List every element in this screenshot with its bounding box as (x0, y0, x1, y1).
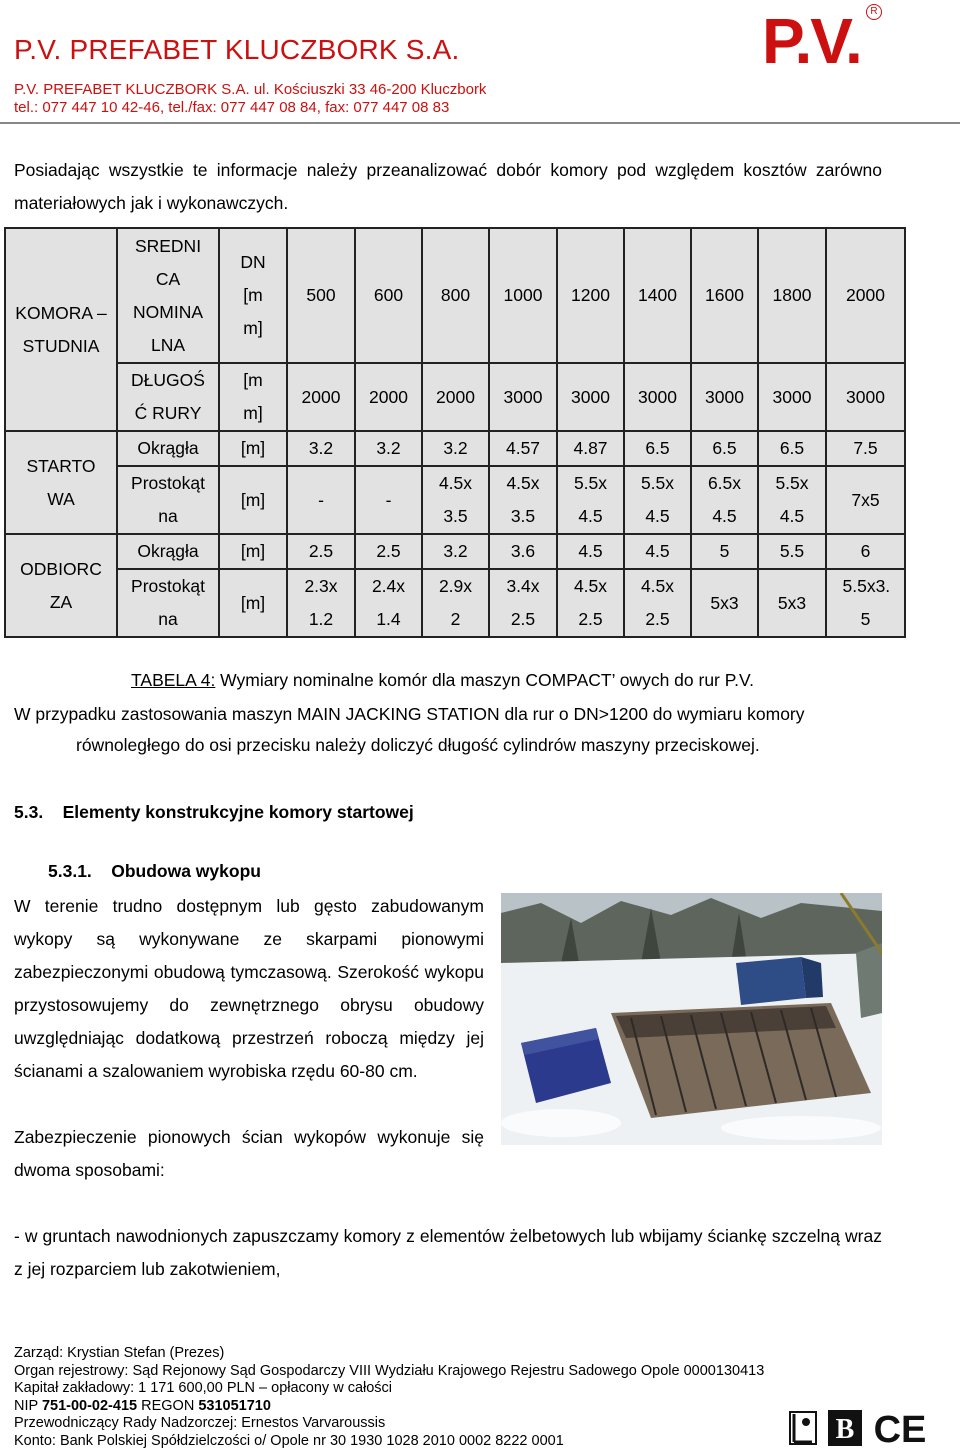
footer-bank-account: Konto: Bank Polskiej Spółdzielczości o/ Opole nr 30 1930 1028 2010 0002 8222 0001 (14, 1432, 564, 1449)
value-cell-text: 4.5x 2.5 (573, 576, 608, 629)
dn-cell: 2000 (826, 228, 905, 363)
value-cell (355, 569, 422, 637)
shape-cell-text: Prostokąt na (131, 576, 205, 629)
footer-registry: Organ rejestrowy: Sąd Rejonowy Sąd Gospodarczy VIII Wydziału Krajowego Rejestru Sadowego Opole 0000130413 (14, 1362, 765, 1379)
unit-cell: [m] (219, 431, 287, 466)
table-row (5, 431, 905, 466)
bullet-paragraph: - w gruntach nawodnionych zapuszczamy komory z elementów żelbetowych lub wbijamy ściankę szczelną wraz z jej rozparciem lub zakotwieniem, (14, 1226, 882, 1279)
dn-cell: 1600 (691, 228, 758, 363)
group-start (5, 431, 117, 534)
value-cell: 7x5 (826, 466, 905, 534)
group-receive-text: ODBIORC ZA (20, 558, 102, 612)
ce-mark-icon (874, 1409, 927, 1448)
shape-cell (117, 569, 219, 637)
value-cell (422, 569, 489, 637)
value-cell-text: 3.4x 2.5 (506, 576, 540, 629)
table-row (5, 569, 905, 637)
length-cell: 3000 (489, 363, 557, 431)
value-cell-text: 2.9x 2 (438, 576, 473, 629)
value-cell (287, 569, 355, 637)
company-title: P.V. PREFABET KLUCZBORK S.A. (14, 34, 460, 65)
value-cell: 3.6 (489, 534, 557, 569)
header-address: P.V. PREFABET KLUCZBORK S.A. ul. Kościuszki 33 46-200 Kluczbork (14, 81, 487, 98)
value-cell-text: 5.5x3. 5 (842, 576, 891, 629)
value-cell (826, 569, 905, 637)
header-divider (0, 122, 960, 124)
dn-cell: 800 (422, 228, 489, 363)
table-caption-label: TABELA 4: (131, 670, 216, 690)
shape-cell: Okrągła (117, 431, 219, 466)
length-cell: 3000 (624, 363, 691, 431)
table-caption (131, 670, 754, 691)
value-cell (758, 466, 826, 534)
value-cell: 2.5 (287, 534, 355, 569)
value-cell-text: 4.5x 3.5 (506, 473, 540, 526)
b-certificate-icon (790, 1412, 816, 1444)
certification-logos (788, 1404, 938, 1448)
note-line-2: równoległego do osi przecisku należy doliczyć długość cylindrów maszyny przeciskowej. (76, 735, 760, 755)
value-cell (624, 466, 691, 534)
dn-cell: 1800 (758, 228, 826, 363)
unit-cell: [m] (219, 466, 287, 534)
value-cell: 3.2 (287, 431, 355, 466)
value-cell: 7.5 (826, 431, 905, 466)
dn-cell: 1400 (624, 228, 691, 363)
header-phone: tel.: 077 447 10 42-46, tel./fax: 077 447 08 84, fax: 077 447 08 83 (14, 99, 450, 116)
protection-paragraph: Zabezpieczenie pionowych ścian wykopów wykonuje się dwoma sposobami: (14, 1127, 484, 1180)
value-cell: 3.2 (355, 431, 422, 466)
shape-cell (117, 466, 219, 534)
group-receive (5, 534, 117, 637)
header-dn-text: DN [m m] (240, 252, 266, 338)
footer-tax-ids (14, 1398, 764, 1416)
header-dlugosc (117, 363, 219, 431)
dn-cell: 500 (287, 228, 355, 363)
construction-site-photo (501, 893, 882, 1145)
footer-regon-label: REGON (137, 1397, 199, 1414)
length-cell: 3000 (691, 363, 758, 431)
value-cell-text: 5.5x 4.5 (775, 473, 809, 526)
value-cell (489, 569, 557, 637)
cert-b-letter: B (835, 1414, 855, 1445)
value-cell: 2.5 (355, 534, 422, 569)
value-cell-text: 2.3x 1.2 (304, 576, 338, 629)
value-cell (422, 466, 489, 534)
value-cell: 6.5 (691, 431, 758, 466)
value-cell: 5x3 (758, 569, 826, 637)
length-cell: 3000 (826, 363, 905, 431)
length-cell: 2000 (355, 363, 422, 431)
value-cell (557, 569, 624, 637)
value-cell (691, 466, 758, 534)
section-heading-5-3: 5.3. Elementy konstrukcyjne komory startowej (14, 802, 414, 822)
length-cell: 3000 (758, 363, 826, 431)
value-cell-text: 4.5x 3.5 (438, 473, 473, 526)
unit-cell: [m] (219, 534, 287, 569)
header-sredni-text: SREDNI CA NOMINA LNA (133, 235, 203, 355)
intro-paragraph: Posiadając wszystkie te informacje należy przeanalizować dobór komory pod względem kosztów zarówno materiałowych jak i wykonawczych. (14, 160, 882, 213)
value-cell (624, 569, 691, 637)
footer (14, 1345, 764, 1451)
value-cell: 4.57 (489, 431, 557, 466)
value-cell: 5 (691, 534, 758, 569)
logo-text: P.V. (762, 5, 861, 77)
header-komora-text: KOMORA – STUDNIA (15, 302, 107, 356)
value-cell: 6 (826, 534, 905, 569)
building-mark-icon (828, 1410, 862, 1446)
table-row (5, 534, 905, 569)
value-cell: 4.5 (624, 534, 691, 569)
value-cell: 4.5 (557, 534, 624, 569)
value-cell: 6.5 (758, 431, 826, 466)
registered-mark-icon: R (866, 4, 882, 20)
group-start-text: STARTO WA (26, 455, 96, 509)
value-cell: 3.2 (422, 431, 489, 466)
shape-cell: Okrągła (117, 534, 219, 569)
value-cell-text: 2.4x 1.4 (371, 576, 406, 629)
length-cell: 2000 (422, 363, 489, 431)
cert-ce-letters: CE (873, 1409, 927, 1448)
value-cell (557, 466, 624, 534)
footer-regon: 531051710 (198, 1397, 271, 1414)
value-cell-text: 4.5x 2.5 (640, 576, 675, 629)
header-komora (5, 228, 117, 431)
header-length-unit (219, 363, 287, 431)
value-cell: 6.5 (624, 431, 691, 466)
value-cell-text: 5.5x 4.5 (640, 473, 675, 526)
length-cell: 3000 (557, 363, 624, 431)
length-cell: 2000 (287, 363, 355, 431)
header-sredni (117, 228, 219, 363)
footer-nip-label: NIP (14, 1397, 42, 1414)
footer-capital: Kapitał zakładowy: 1 171 600,00 PLN – opłacony w całości (14, 1380, 393, 1397)
header-length-unit-text: [m m] (243, 370, 263, 423)
value-cell: 5.5 (758, 534, 826, 569)
value-cell-text: 6.5x 4.5 (707, 473, 742, 526)
footer-supervisory-board: Przewodniczący Rady Nadzorczej: Ernestos Varvaroussis (14, 1415, 386, 1432)
section-heading-5-3-1: 5.3.1. Obudowa wykopu (48, 861, 261, 881)
value-cell (489, 466, 557, 534)
shape-cell-text: Prostokąt na (131, 473, 205, 526)
table-row (5, 466, 905, 534)
company-logo (762, 4, 922, 76)
value-cell: - (287, 466, 355, 534)
value-cell: 4.87 (557, 431, 624, 466)
value-cell: 5x3 (691, 569, 758, 637)
footer-nip: 751-00-02-415 (41, 1397, 138, 1414)
dn-cell: 1200 (557, 228, 624, 363)
unit-cell: [m] (219, 569, 287, 637)
header-dn-unit (219, 228, 287, 363)
excavation-paragraph: W terenie trudno dostępnym lub gęsto zabudowanym wykopy są wykonywane ze skarpami pionowymi zabezpieczonymi obudową tymczasową. Szerokość wykopu przystosowujemy do zewnętrznego obrysu obudowy uwzględniając dodatkową przestrzeń roboczą między jej ścianami a szalowaniem wyrobiska rzędu 60-80 cm. (14, 896, 484, 1081)
header-dlugosc-text: DŁUGOŚ Ć RURY (131, 370, 205, 423)
footer-board: Zarząd: Krystian Stefan (Prezes) (14, 1345, 225, 1361)
table-caption-text: Wymiary nominalne komór dla maszyn COMPACT’ owych do rur P.V. (215, 670, 754, 690)
chamber-dimensions-table (4, 227, 906, 638)
dn-cell: 600 (355, 228, 422, 363)
note-line-1: W przypadku zastosowania maszyn MAIN JACKING STATION dla rur o DN>1200 do wymiaru komory (14, 704, 805, 724)
value-cell: 3.2 (422, 534, 489, 569)
value-cell: - (355, 466, 422, 534)
value-cell-text: 5.5x 4.5 (573, 473, 608, 526)
dn-cell: 1000 (489, 228, 557, 363)
